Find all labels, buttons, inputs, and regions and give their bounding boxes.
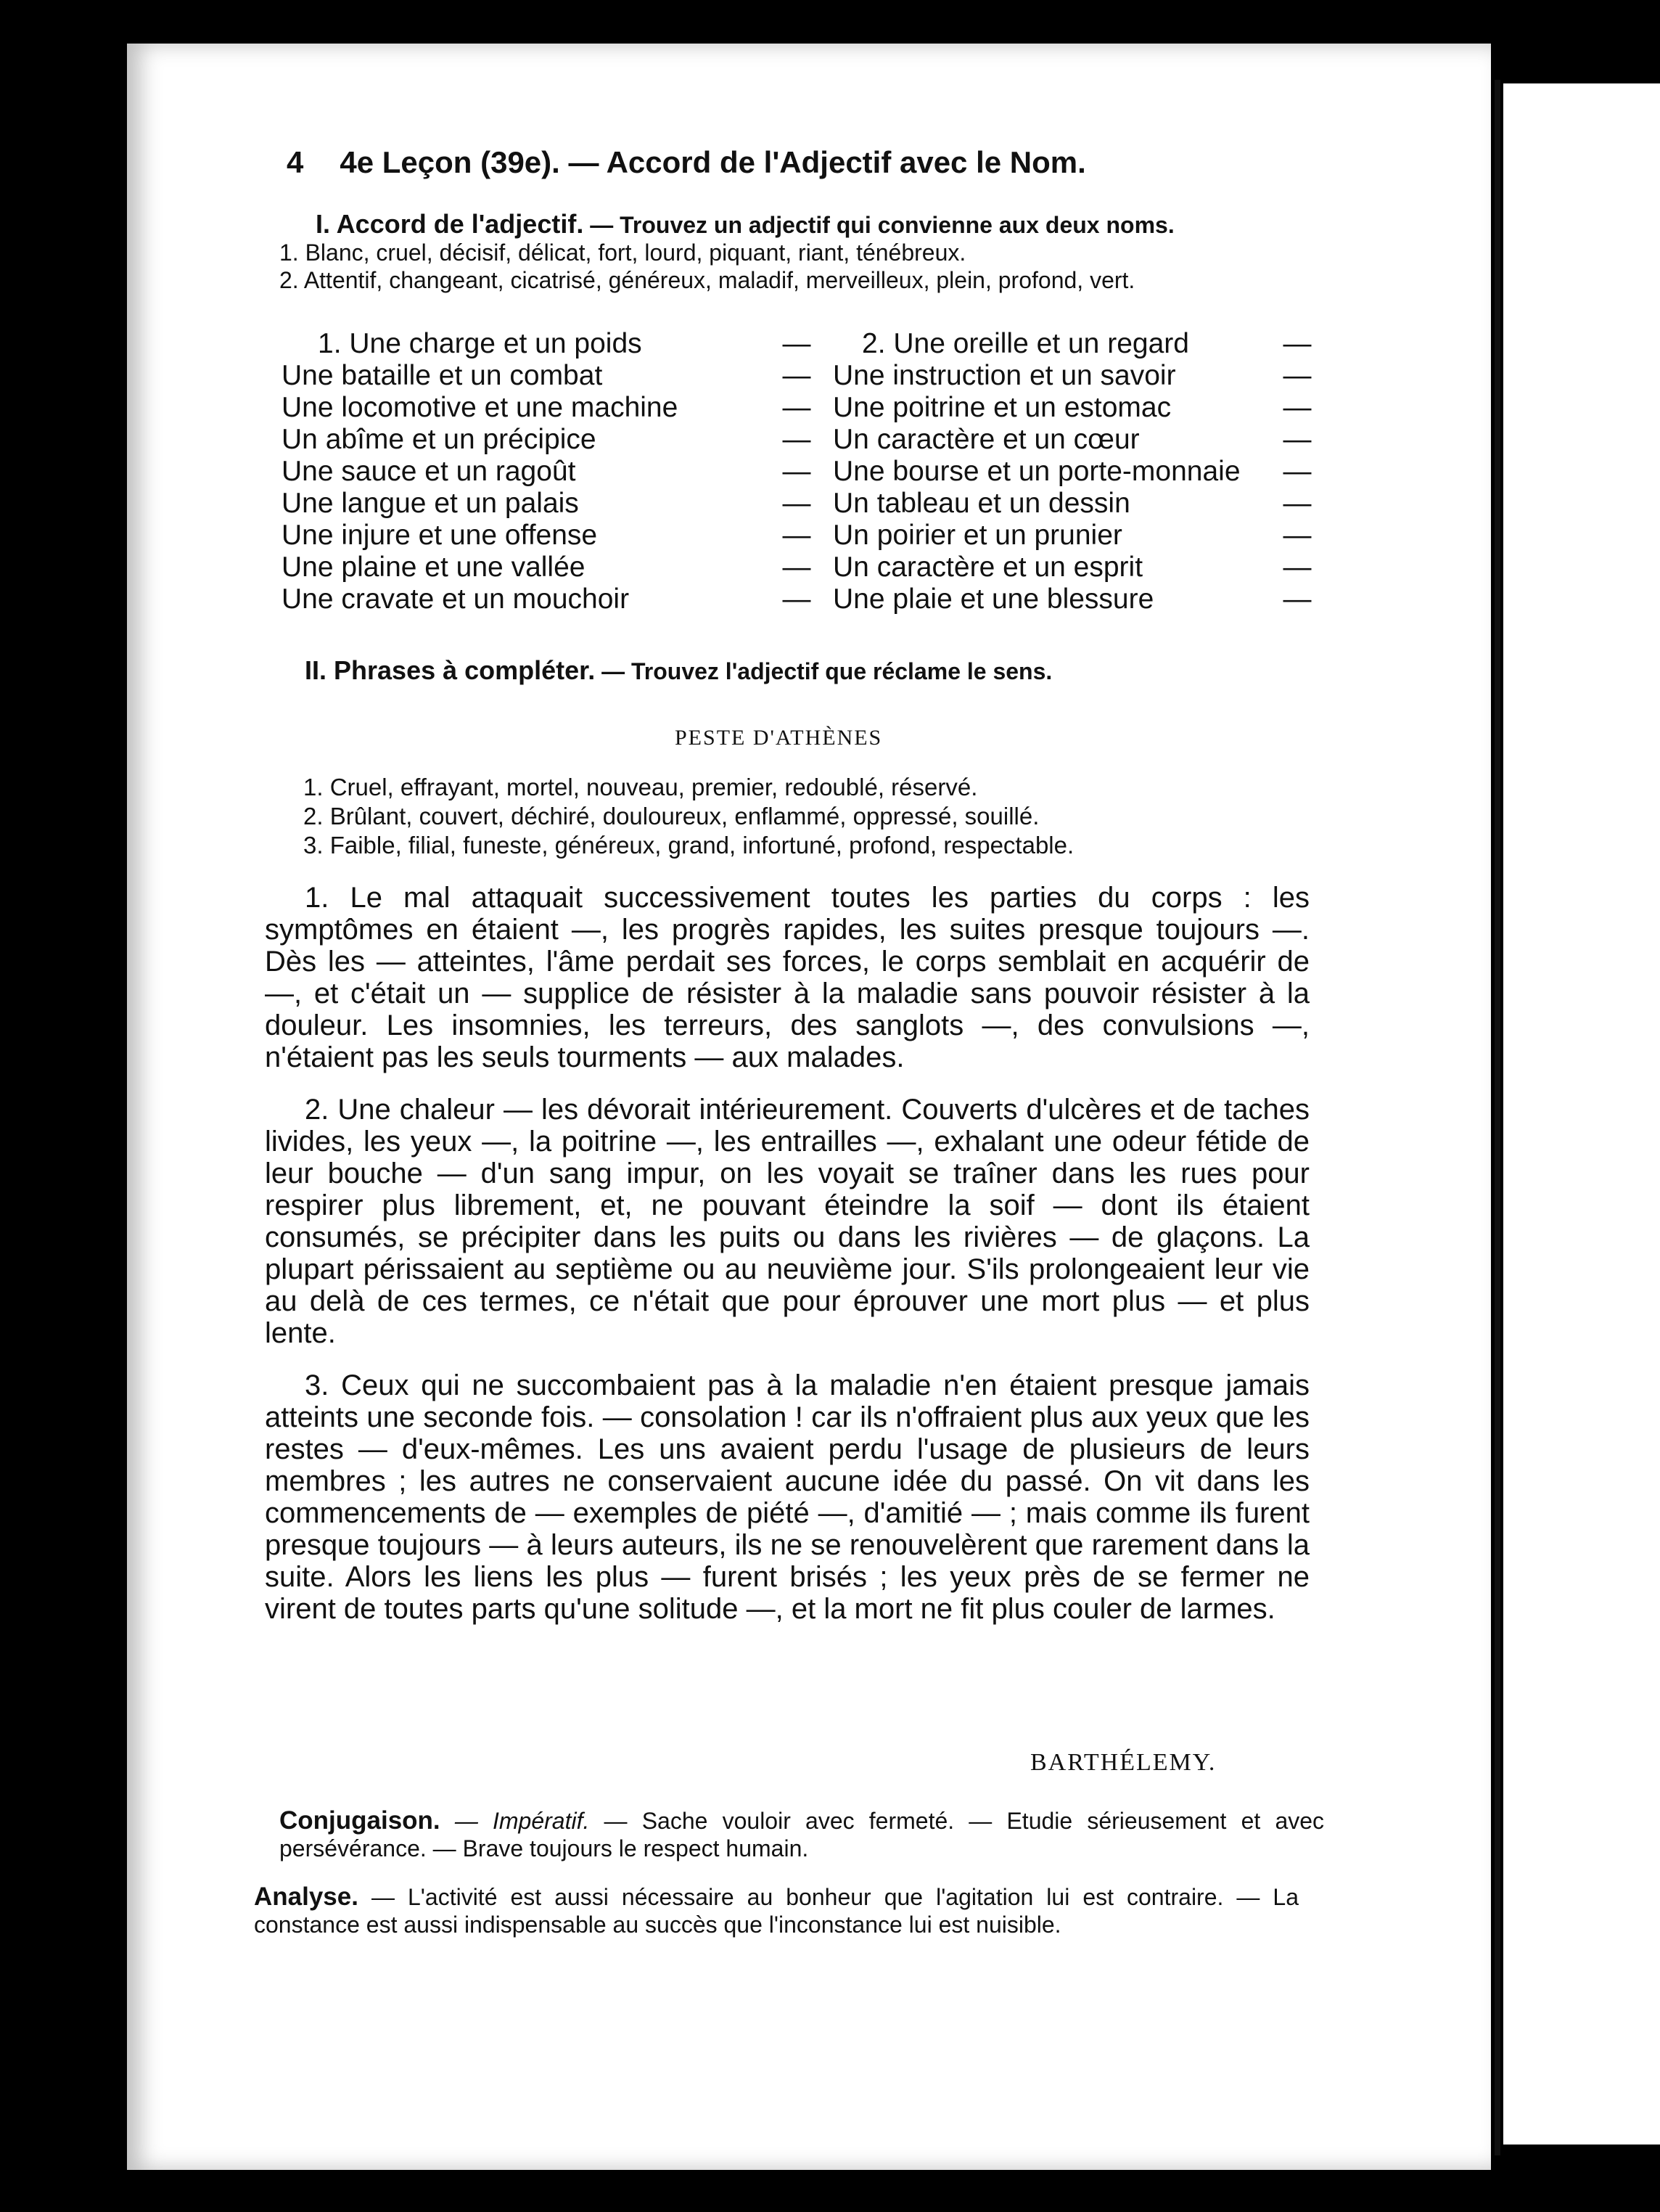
pair-left: Un abîme et un précipice <box>282 424 596 455</box>
page-header <box>287 145 1244 180</box>
analyse-label: Analyse. <box>254 1883 358 1911</box>
pair-left: Une injure et une offense <box>282 520 598 551</box>
blank-dash: — <box>782 552 811 583</box>
author-signature: BARTHÉLEMY. <box>1030 1749 1217 1776</box>
peste-text <box>265 882 1310 1625</box>
peste-subtitle: PESTE D'ATHÈNES <box>675 726 883 750</box>
blank-dash: — <box>1283 488 1312 519</box>
pair-right: Un tableau et un dessin <box>833 488 1130 519</box>
blank-dash: — <box>782 328 811 359</box>
pairs-right-dashes <box>1275 328 1319 615</box>
pairs-left-column <box>282 328 760 615</box>
blank-dash: — <box>1283 520 1312 551</box>
blank-dash: — <box>1283 360 1312 391</box>
pair-right: Un caractère et un cœur <box>833 424 1140 455</box>
pairs-right-column <box>833 328 1275 615</box>
pair-right: 2. Une oreille et un regard <box>862 328 1189 359</box>
section-1-instructions <box>279 210 1339 294</box>
blank-dash: — <box>782 392 811 423</box>
blank-dash: — <box>1283 392 1312 423</box>
pairs-table <box>282 328 1326 615</box>
section-1-instruction: — Trouvez un adjectif qui convienne aux deux noms. <box>590 212 1175 238</box>
conjugaison-label: Conjugaison. <box>279 1806 440 1835</box>
blank-dash: — <box>1283 328 1312 359</box>
section-2-heading-line <box>305 657 1052 685</box>
analyse-text: — L'activité est aussi nécessaire au bonheur que l'agitation lui est contraire. — La constance est aussi indispensable au succès que l'inconstance lui est nuisible. <box>254 1884 1299 1938</box>
pair-left: Une sauce et un ragoût <box>282 456 576 487</box>
blank-dash: — <box>782 488 811 519</box>
pair-left: Une plaine et une vallée <box>282 552 585 583</box>
blank-dash: — <box>1283 456 1312 487</box>
blank-dash: — <box>782 520 811 551</box>
pair-right: Un caractère et un esprit <box>833 552 1143 583</box>
pair-right: Une bourse et un porte-monnaie <box>833 456 1241 487</box>
paragraph-2: 2. Une chaleur — les dévorait intérieurement. Couverts d'ulcères et de taches livides, les yeux —, la poitrine —, les entrailles —, exhalant une odeur fétide de leur bouche — d'un sang impur, on les voyait se traîner dans les rues pour respirer plus librement, et, ne pouvant éteindre la soif — dont ils étaient consumés, se précipiter dans les puits ou dans les rivières — de glaçons. La plupart périssaient au septième ou au neuvième jour. S'ils prolongeaient leur vie au delà de ces termes, ce n'était que pour éprouver une mort plus — et plus lente. <box>265 1094 1310 1349</box>
pair-left: 1. Une charge et un poids <box>318 328 642 359</box>
pair-right: Une plaie et une blessure <box>833 583 1154 615</box>
pair-left: Une langue et un palais <box>282 488 579 519</box>
blank-dash: — <box>782 360 811 391</box>
blank-dash: — <box>1283 583 1312 615</box>
facing-page-edge <box>1495 80 1500 2155</box>
section-2-word-lists <box>303 773 1334 860</box>
page-title: 4e Leçon (39e). — Accord de l'Adjectif avec le Nom. <box>340 145 1086 179</box>
section-1-heading: I. Accord de l'adjectif. <box>316 209 584 239</box>
analyse-block <box>254 1883 1299 1938</box>
conjugaison-mode: — Impératif. <box>454 1808 590 1834</box>
section-2-instruction: — Trouvez l'adjectif que réclame le sens. <box>601 658 1053 684</box>
blank-dash: — <box>782 583 811 615</box>
pair-left: Une bataille et un combat <box>282 360 603 391</box>
paragraph-3: 3. Ceux qui ne succombaient pas à la maladie n'en étaient presque jamais atteints une seconde fois. — consolation ! car ils n'offraient plus aux yeux que les restes — d'eux-mêmes. Les uns avaient perdu l'usage de plusieurs de leurs membres ; les autres ne conservaient aucune idée du passé. On vit dans les commencements de — exemples de piété —, d'amitié — ; mais comme ils furent presque toujours — à leurs auteurs, ils ne se renouvelèrent que rarement dans la suite. Alors les liens les plus — furent brisés ; les yeux près de se fermer ne virent de toutes parts qu'une solitude —, et la mort ne fit plus couler de larmes. <box>265 1369 1310 1625</box>
section-2-list-1: 1. Cruel, effrayant, mortel, nouveau, premier, redoublé, réservé. <box>303 774 978 800</box>
section-1-list-2: 2. Attentif, changeant, cicatrisé, généreux, maladif, merveilleux, plein, profond, vert. <box>279 267 1135 293</box>
pair-left: Une cravate et un mouchoir <box>282 583 630 615</box>
section-1-heading-line <box>279 210 1339 239</box>
section-2-list-2: 2. Brûlant, couvert, déchiré, douloureux, enflammé, oppressé, souillé. <box>303 803 1040 830</box>
section-1-list-1: 1. Blanc, cruel, décisif, délicat, fort, lourd, piquant, riant, ténébreux. <box>279 239 966 266</box>
pairs-left-dashes <box>760 328 833 615</box>
conjugaison-block <box>279 1807 1324 1862</box>
section-2-heading: II. Phrases à compléter. <box>305 655 596 685</box>
facing-page <box>1503 83 1660 2145</box>
blank-dash: — <box>1283 552 1312 583</box>
page-number: 4 <box>287 145 304 179</box>
paragraph-1: 1. Le mal attaquait successivement toutes les parties du corps : les symptômes en étaient —, les progrès rapides, les suites presque toujours —. Dès les — atteintes, l'âme perdait ses forces, le corps semblait en acquérir de —, et c'était un — supplice de résister à la maladie sans pouvoir résister à la douleur. Les insomnies, les terreurs, des sanglots —, des convulsions —, n'étaient pas les seuls tourments — aux malades. <box>265 882 1310 1073</box>
pair-right: Une instruction et un savoir <box>833 360 1176 391</box>
pair-right: Une poitrine et un estomac <box>833 392 1172 423</box>
pair-right: Un poirier et un prunier <box>833 520 1122 551</box>
blank-dash: — <box>782 424 811 455</box>
conjugaison-text: — Sache vouloir avec fermeté. — Etudie sérieusement et avec persévérance. — Brave toujours le respect humain. <box>279 1808 1325 1861</box>
blank-dash: — <box>782 456 811 487</box>
blank-dash: — <box>1283 424 1312 455</box>
section-2-list-3: 3. Faible, filial, funeste, généreux, grand, infortuné, profond, respectable. <box>303 832 1075 859</box>
pair-left: Une locomotive et une machine <box>282 392 678 423</box>
